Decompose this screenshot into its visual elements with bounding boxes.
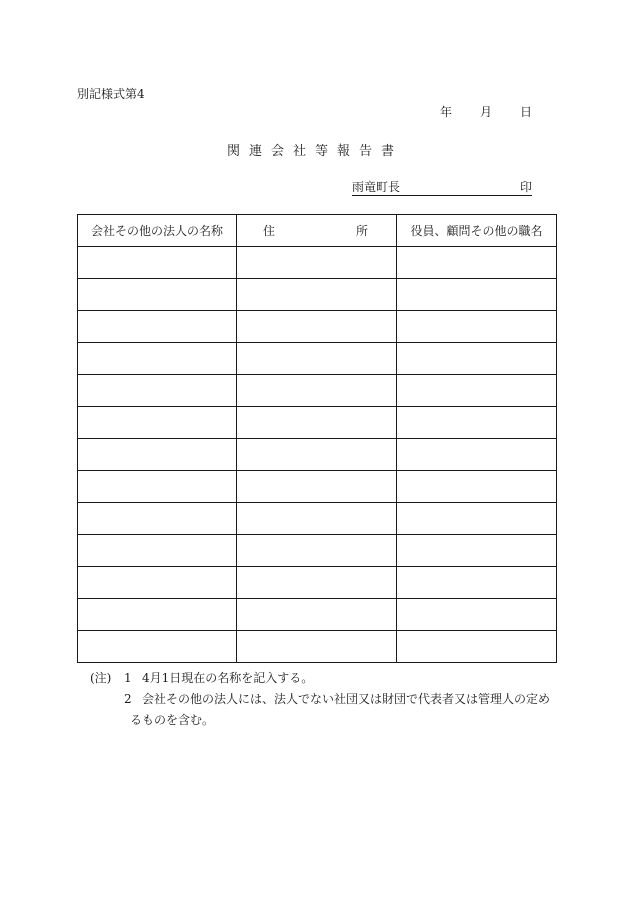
table-row (78, 343, 557, 375)
table-row (78, 503, 557, 535)
company-name-cell[interactable] (78, 631, 237, 663)
position-cell[interactable] (397, 599, 557, 631)
address-cell[interactable] (237, 407, 397, 439)
position-cell[interactable] (397, 535, 557, 567)
date-month-label: 月 (479, 105, 492, 119)
address-cell[interactable] (237, 471, 397, 503)
address-header-part-1: 住 (263, 224, 276, 238)
address-cell[interactable] (237, 567, 397, 599)
table-row (78, 471, 557, 503)
address-cell[interactable] (237, 343, 397, 375)
notes-prefix: (注) (90, 671, 112, 685)
position-cell[interactable] (397, 503, 557, 535)
note-text: 4月1日現在の名称を記入する。 (142, 671, 314, 685)
seal-mark: 印 (519, 180, 532, 194)
company-name-cell[interactable] (78, 311, 237, 343)
company-name-cell[interactable] (78, 343, 237, 375)
table-row (78, 279, 557, 311)
date-year-label: 年 (439, 105, 452, 119)
company-name-cell[interactable] (78, 503, 237, 535)
position-cell[interactable] (397, 311, 557, 343)
company-name-cell[interactable] (78, 407, 237, 439)
table-header-row (78, 215, 557, 247)
address-cell[interactable] (237, 599, 397, 631)
table-body (78, 247, 557, 663)
table-row (78, 567, 557, 599)
company-name-cell[interactable] (78, 599, 237, 631)
form-number: 別記様式第4 (77, 87, 145, 101)
table-row (78, 439, 557, 471)
company-name-cell[interactable] (78, 535, 237, 567)
address-header-part-2: 所 (355, 224, 368, 238)
date-day-label: 日 (519, 105, 532, 119)
company-name-cell[interactable] (78, 439, 237, 471)
address-cell[interactable] (237, 631, 397, 663)
date-line (440, 103, 532, 120)
address-cell[interactable] (237, 535, 397, 567)
column-header-company-name: 会社その他の法人の名称 (78, 215, 237, 247)
table-row (78, 311, 557, 343)
position-cell[interactable] (397, 567, 557, 599)
position-cell[interactable] (397, 439, 557, 471)
position-cell[interactable] (397, 375, 557, 407)
address-cell[interactable] (237, 311, 397, 343)
table-row (78, 407, 557, 439)
related-company-table (77, 214, 557, 663)
position-cell[interactable] (397, 343, 557, 375)
table-row (78, 599, 557, 631)
table-row (78, 375, 557, 407)
addressee-line (352, 180, 532, 196)
position-cell[interactable] (397, 471, 557, 503)
company-name-cell[interactable] (78, 279, 237, 311)
company-name-cell[interactable] (78, 471, 237, 503)
addressee-name: 雨竜町長 (352, 180, 401, 194)
company-name-cell[interactable] (78, 567, 237, 599)
company-name-cell[interactable] (78, 375, 237, 407)
note-number: 2 (124, 692, 132, 706)
address-cell[interactable] (237, 247, 397, 279)
table-row (78, 247, 557, 279)
table-row (78, 535, 557, 567)
company-name-cell[interactable] (78, 247, 237, 279)
position-cell[interactable] (397, 631, 557, 663)
address-cell[interactable] (237, 503, 397, 535)
address-cell[interactable] (237, 439, 397, 471)
document-title: 関連会社等報告書 (226, 144, 403, 159)
column-header-address (237, 215, 397, 247)
position-cell[interactable] (397, 407, 557, 439)
note-number: 1 (124, 671, 132, 685)
column-header-position: 役員、顧問その他の職名 (397, 215, 557, 247)
address-cell[interactable] (237, 279, 397, 311)
address-cell[interactable] (237, 375, 397, 407)
position-cell[interactable] (397, 247, 557, 279)
table-row (78, 631, 557, 663)
note-continuation: るものを含む。 (130, 713, 215, 727)
note-text: 会社その他の法人には、法人でない社団又は財団で代表者又は管理人の定め (142, 692, 551, 706)
position-cell[interactable] (397, 279, 557, 311)
